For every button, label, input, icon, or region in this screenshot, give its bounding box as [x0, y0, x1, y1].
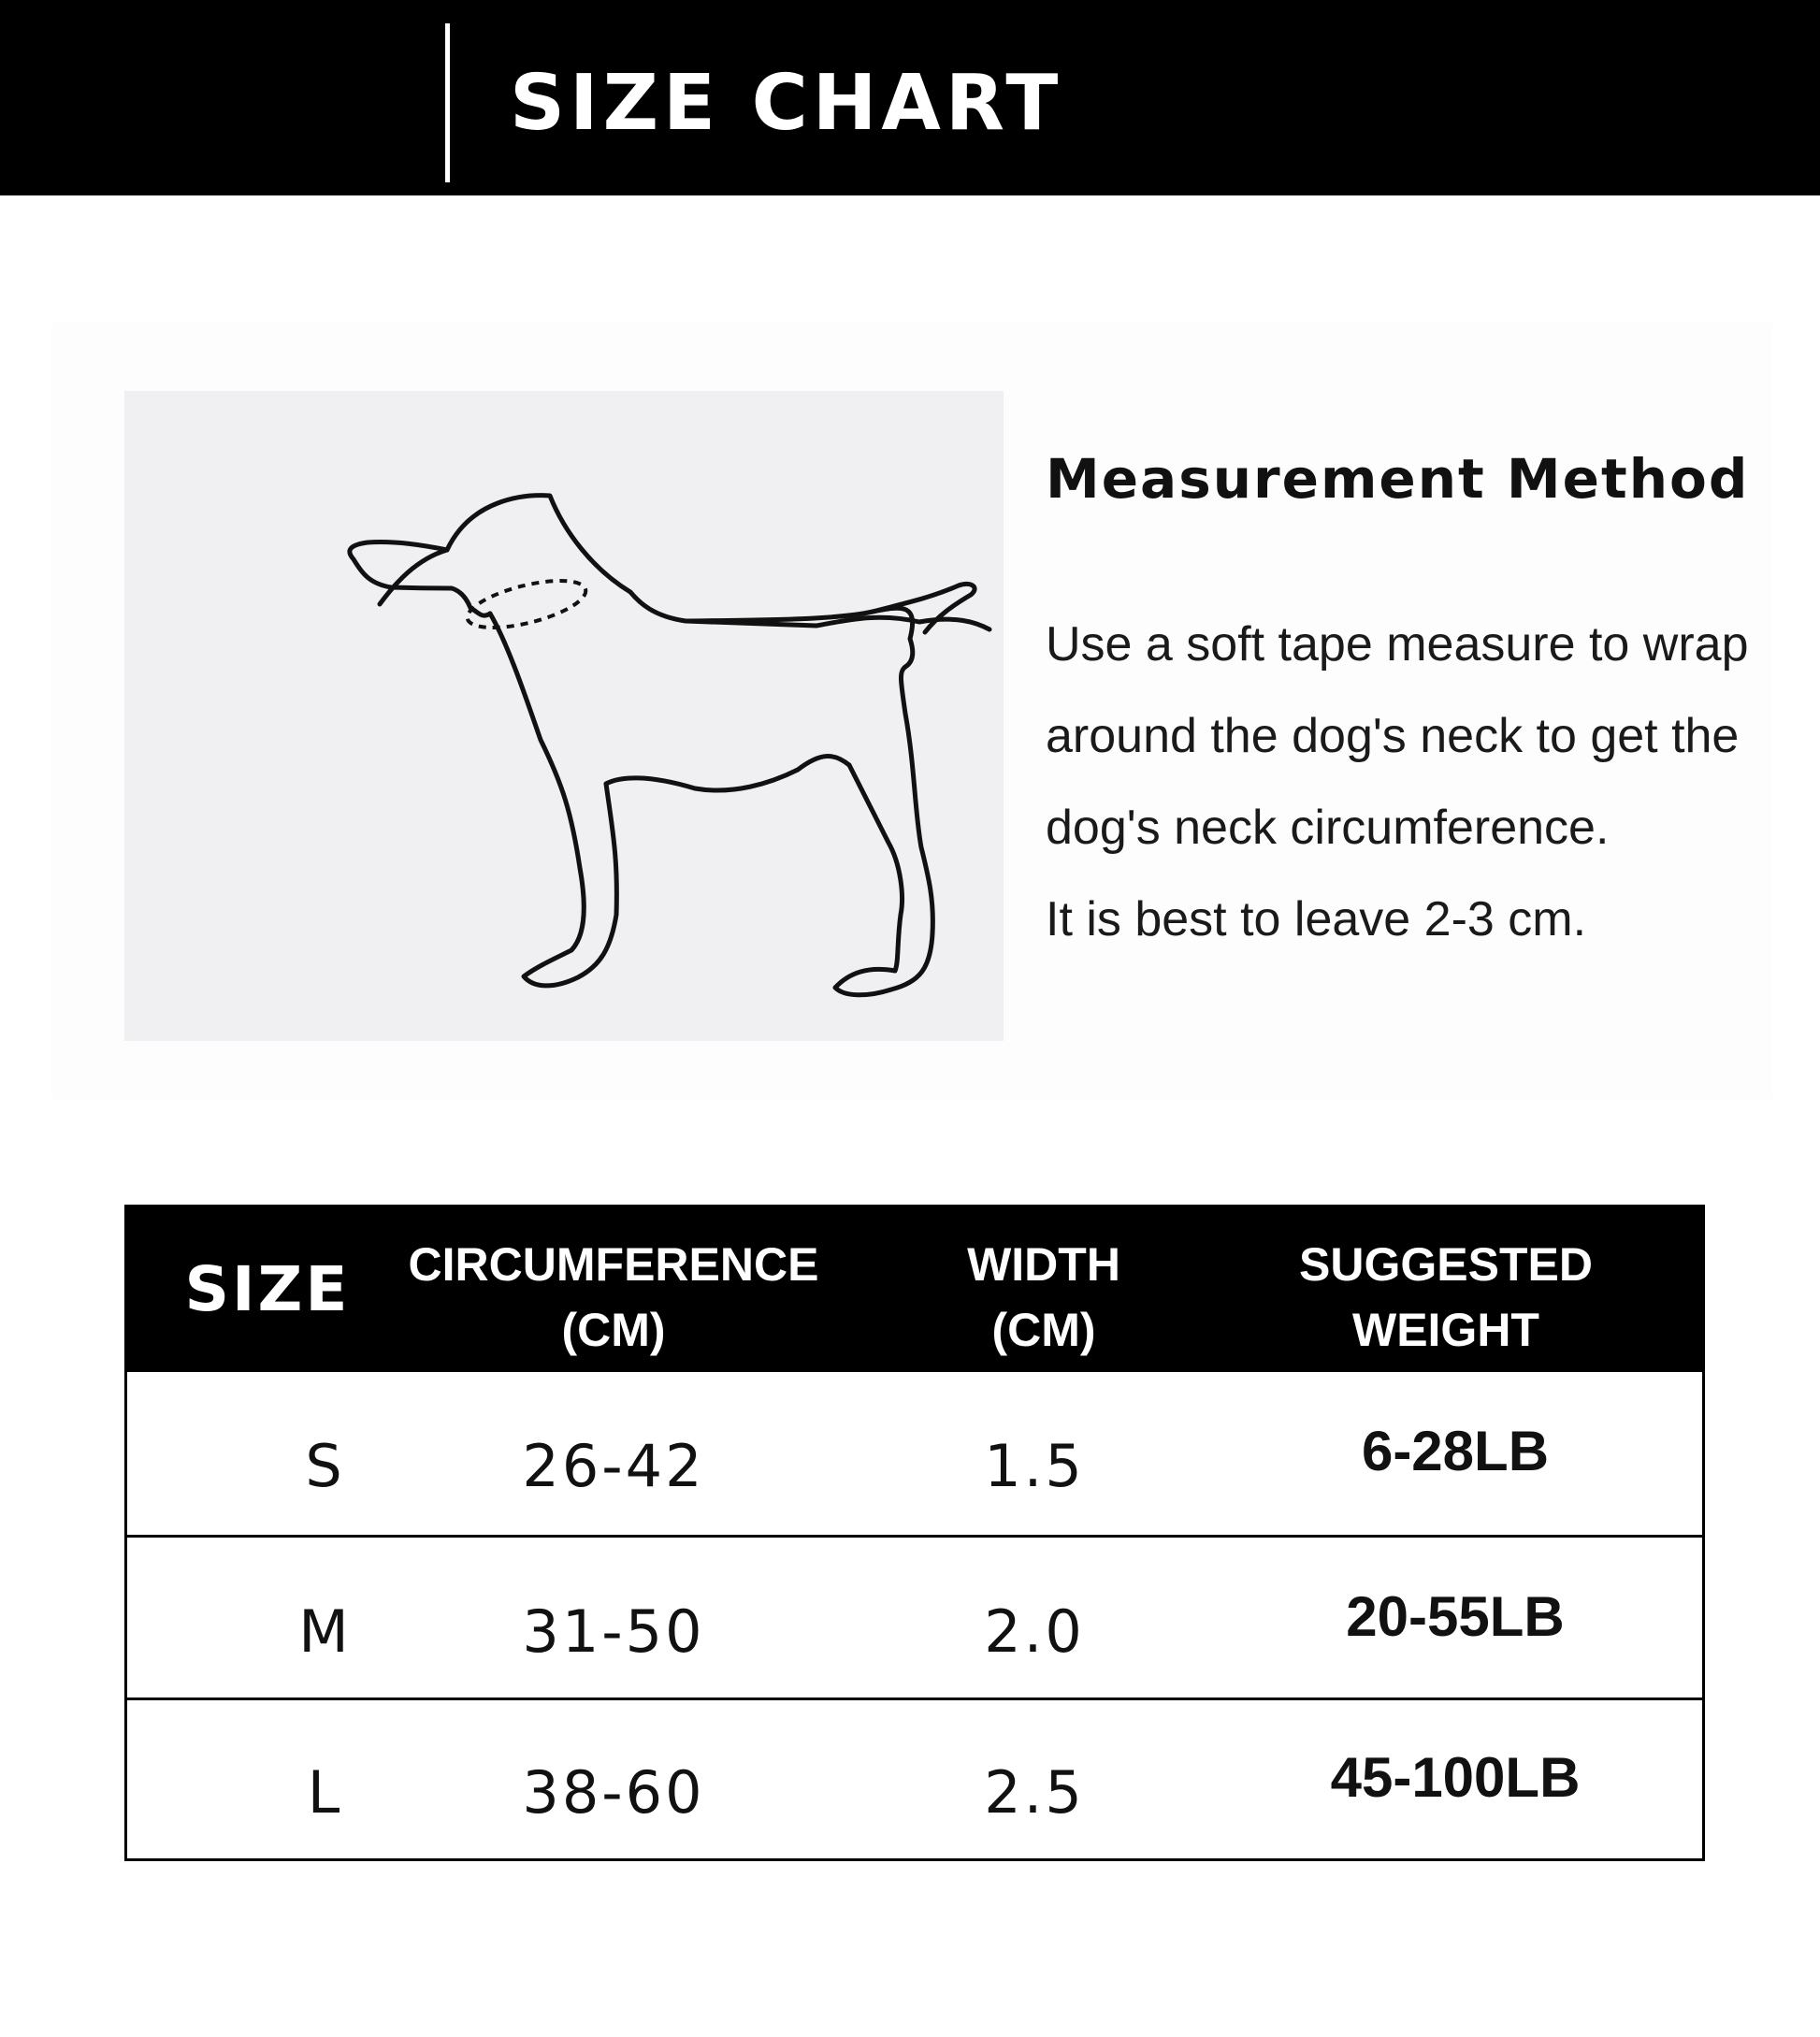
cell-circumference: 26-42 — [522, 1432, 705, 1500]
table-header — [127, 1207, 1702, 1372]
instruction-line: around the dog's neck to get the — [1046, 709, 1740, 763]
page-title: SIZE CHART — [510, 59, 1063, 148]
header-width-label: WIDTH — [967, 1238, 1120, 1291]
header-bar — [0, 0, 1820, 195]
cell-width: 2.5 — [984, 1758, 1085, 1827]
table-row — [127, 1535, 1702, 1698]
header-circumference — [380, 1232, 847, 1363]
header-circumference-label: CIRCUMFERENCE — [408, 1238, 819, 1291]
instruction-line: dog's neck circumference. — [1046, 801, 1610, 855]
instruction-line: Use a soft tape measure to wrap — [1046, 617, 1749, 672]
cell-weight: 6-28LB — [1361, 1420, 1550, 1482]
cell-size: L — [307, 1758, 340, 1827]
header-weight-line2: WEIGHT — [1352, 1304, 1539, 1356]
cell-circumference: 38-60 — [522, 1758, 705, 1827]
header-suggested-weight — [1296, 1232, 1596, 1363]
cell-weight: 20-55LB — [1346, 1585, 1565, 1648]
cell-size: M — [298, 1597, 349, 1666]
header-weight-line1: SUGGESTED — [1299, 1238, 1593, 1291]
header-divider — [445, 23, 450, 182]
header-width — [913, 1232, 1175, 1363]
size-table — [124, 1205, 1705, 1861]
instruction-line: It is best to leave 2-3 cm. — [1046, 892, 1587, 946]
cell-width: 1.5 — [984, 1432, 1085, 1500]
header-width-unit: (CM) — [991, 1304, 1096, 1356]
measurement-instructions — [1046, 599, 1749, 965]
header-circumference-unit: (CM) — [561, 1304, 666, 1356]
table-row — [127, 1372, 1702, 1535]
cell-circumference: 31-50 — [522, 1597, 705, 1666]
measurement-method-heading: Measurement Method — [1046, 447, 1750, 511]
cell-width: 2.0 — [984, 1597, 1085, 1666]
cell-size: S — [305, 1432, 342, 1500]
cell-weight: 45-100LB — [1330, 1746, 1581, 1809]
table-row — [127, 1698, 1702, 1858]
dog-illustration-panel — [124, 391, 1004, 1041]
dog-outline-icon — [124, 391, 1004, 1041]
header-size: SIZE — [184, 1253, 351, 1325]
